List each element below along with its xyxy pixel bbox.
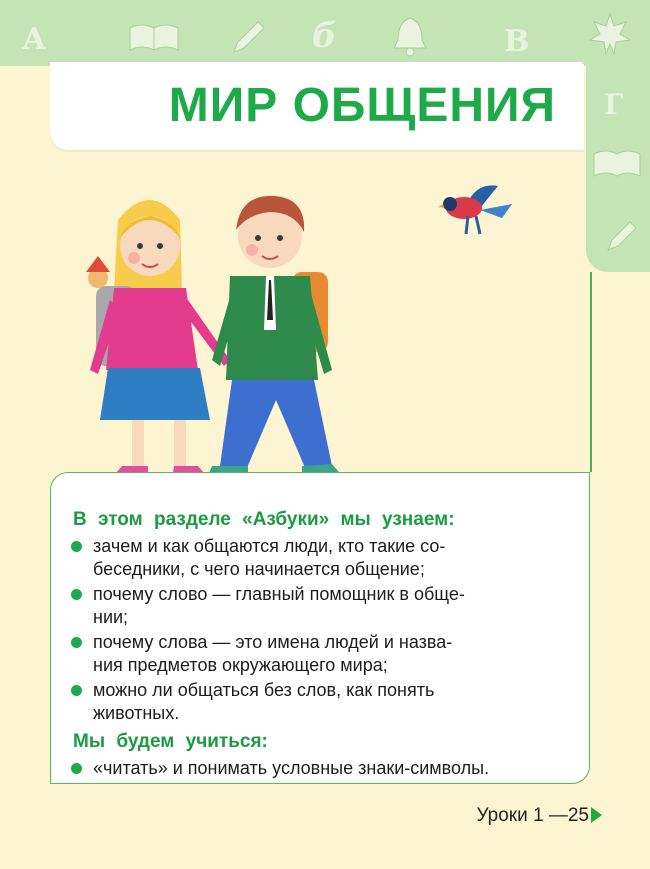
list-item-line: «читать» и понимать условные знаки-символы. bbox=[93, 758, 490, 778]
list-item bbox=[71, 679, 576, 725]
small-pencil-icon bbox=[604, 218, 640, 254]
bullet-dot bbox=[71, 685, 82, 696]
decor-divider bbox=[590, 272, 592, 472]
page-title: МИР ОБЩЕНИЯ bbox=[168, 79, 556, 132]
decor-letter-b: б bbox=[312, 16, 337, 56]
list-item bbox=[71, 757, 576, 780]
list-item bbox=[71, 535, 576, 581]
heading-learn: В этом разделе «Азбуки» мы узнаем: bbox=[73, 509, 455, 530]
list-item-line: нии; bbox=[93, 607, 129, 627]
decor-letter-v: В bbox=[504, 24, 530, 59]
list-item-line: почему слова — это имена людей и назва- bbox=[93, 632, 453, 652]
title-panel bbox=[50, 62, 584, 150]
lessons-range bbox=[476, 805, 602, 827]
list-item bbox=[71, 583, 576, 629]
list-item-line: ния предметов окружающего мира; bbox=[93, 655, 388, 675]
bullet-dot bbox=[71, 637, 82, 648]
list-item-line: животных. bbox=[93, 703, 180, 723]
decor-letter-a: А bbox=[22, 22, 47, 57]
list-item-line: беседники, с чего начинается общение; bbox=[93, 559, 425, 579]
leaf-icon bbox=[588, 12, 632, 56]
heading-study: Мы будем учиться: bbox=[73, 731, 268, 752]
list-item-line: зачем и как общаются люди, кто такие со- bbox=[93, 536, 446, 556]
list-item-line: почему слово — главный помощник в обще- bbox=[93, 584, 465, 604]
bullet-dot bbox=[71, 541, 82, 552]
children-illustration bbox=[70, 180, 360, 500]
info-box bbox=[50, 472, 590, 784]
bird-illustration bbox=[436, 176, 516, 240]
arrow-right-icon bbox=[591, 807, 602, 823]
pencil-icon bbox=[228, 18, 268, 58]
list-item-line: можно ли общаться без слов, как понять bbox=[93, 680, 435, 700]
lessons-label: Уроки 1 —25 bbox=[476, 805, 589, 826]
list-item bbox=[71, 631, 576, 677]
open-book-icon bbox=[592, 146, 642, 180]
book-icon bbox=[128, 22, 180, 54]
bullet-dot bbox=[71, 589, 82, 600]
bullet-dot bbox=[71, 763, 82, 774]
bell-icon bbox=[392, 14, 428, 58]
decor-letter-g: Г bbox=[604, 88, 624, 121]
